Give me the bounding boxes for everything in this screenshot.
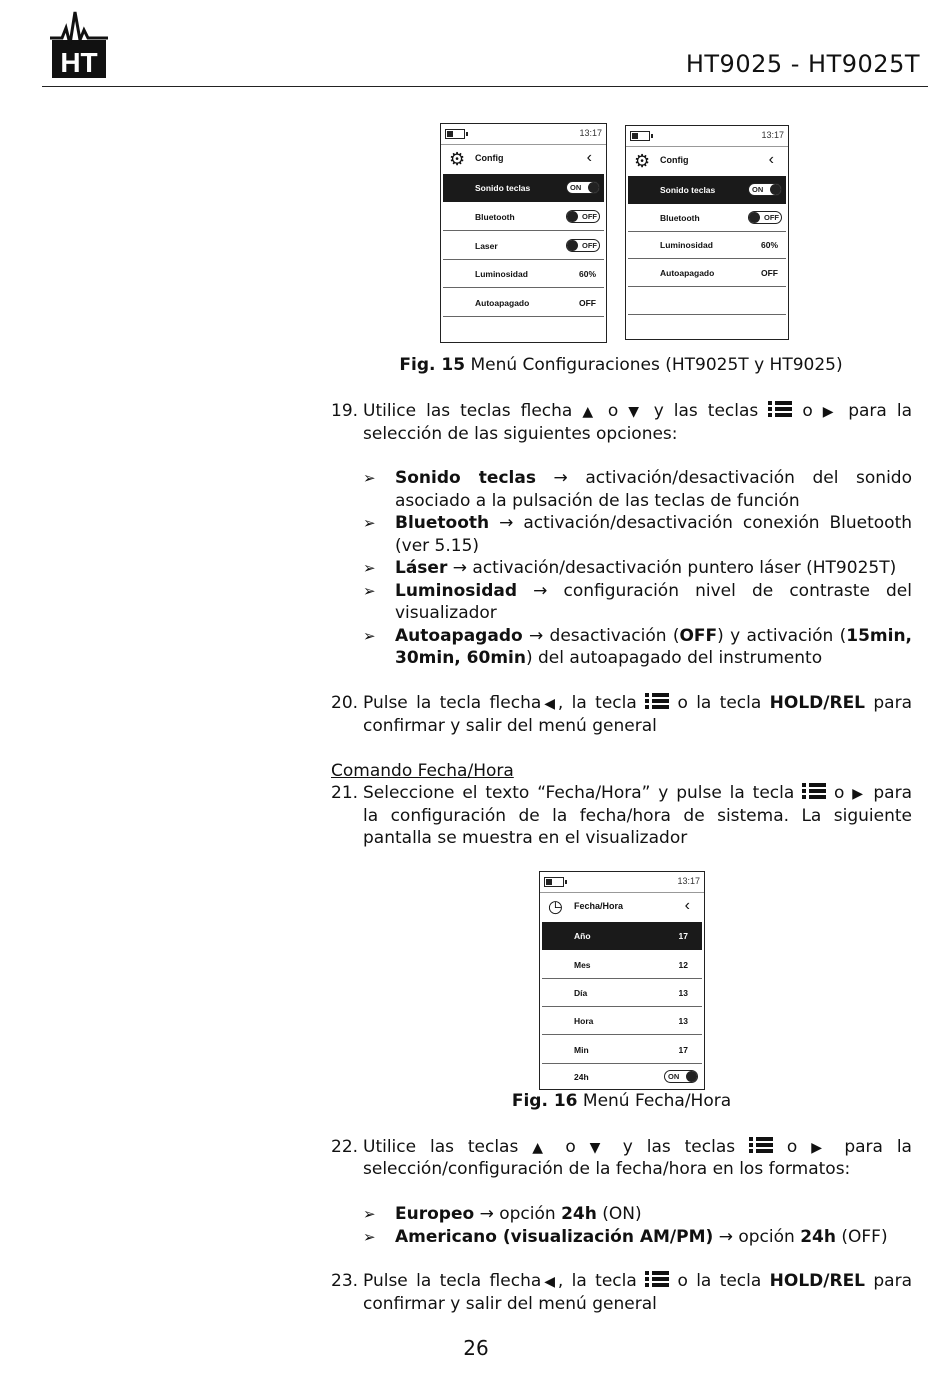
bullet-europeo [395, 1203, 642, 1226]
row-label: Año [574, 931, 591, 941]
toggle-switch [566, 210, 600, 223]
menu-row-hora [542, 1007, 702, 1035]
menu-row-mes [542, 951, 702, 979]
screen-header [626, 147, 788, 175]
bullet-sonido-teclas [395, 467, 912, 490]
arrow-right-icon: ▶ [811, 1140, 831, 1156]
chevron-left-icon: ‹ [586, 149, 592, 166]
row-label: Sonido teclas [660, 185, 716, 195]
text: o la tecla [677, 693, 762, 713]
step-19-line-2: selección de las siguientes opciones: [363, 424, 678, 444]
text: para [873, 693, 912, 713]
key-name: HOLD/REL [769, 1271, 866, 1291]
option-name: Bluetooth [395, 513, 490, 533]
row-value: OFF [579, 298, 596, 308]
battery-icon [544, 877, 564, 887]
text: (OFF) [841, 1227, 888, 1247]
bullet-continuation: (ver 5.15) [395, 536, 480, 556]
key-name: HOLD/REL [769, 693, 866, 713]
menu-list-icon [645, 692, 669, 710]
bullet-marker: ➢ [363, 582, 376, 600]
arrow-icon: → [718, 1227, 733, 1247]
text: y las teclas [622, 1137, 736, 1157]
text: para la [848, 401, 913, 421]
text: ) y activación ( [717, 626, 847, 646]
option-name: Láser [395, 558, 448, 578]
text: ) del autoapagado del instrumento [525, 648, 823, 668]
row-label: Hora [574, 1016, 594, 1026]
option-name: Europeo [395, 1204, 475, 1224]
row-label: Bluetooth [660, 213, 700, 223]
arrow-icon: → [528, 626, 544, 646]
text: o [786, 1137, 798, 1157]
text: o [834, 783, 845, 803]
menu-row-autoapagado [628, 259, 786, 287]
row-label: Mes [574, 960, 591, 970]
menu-row-autoapagado [443, 289, 604, 317]
document-model-title: HT9025 - HT9025T [685, 50, 920, 78]
text: Utilice las teclas [363, 1137, 519, 1157]
bullet-americano [395, 1226, 888, 1249]
status-bar [540, 872, 704, 893]
toggle-switch [566, 181, 600, 194]
step-23-line-1 [363, 1270, 912, 1294]
arrow-down-icon: ▼ [628, 404, 644, 420]
text: 24h [561, 1204, 597, 1224]
text: Seleccione el texto “Fecha/Hora” y pulse la tecla [363, 783, 795, 803]
text: , la tecla [557, 1271, 637, 1291]
clock: 13:17 [579, 128, 602, 138]
toggle-switch [748, 211, 782, 224]
row-label: Día [574, 988, 588, 998]
bullet-luminosidad [395, 580, 912, 603]
arrow-left-icon: ◀ [541, 1274, 558, 1290]
device-screen-config-ht9025t [440, 123, 607, 343]
caption-label: Fig. 16 [511, 1091, 578, 1111]
arrow-up-icon: ▲ [582, 404, 598, 420]
page-number: 26 [463, 1336, 489, 1360]
row-label: Laser [475, 241, 498, 251]
bullet-marker: ➢ [363, 1205, 376, 1223]
step-number: 22. [331, 1137, 359, 1157]
bullet-marker: ➢ [363, 1228, 376, 1246]
bullet-marker: ➢ [363, 559, 376, 577]
row-label: Autoapagado [475, 298, 530, 308]
row-label: Bluetooth [475, 212, 515, 222]
option-name: Sonido teclas [395, 468, 536, 488]
bullet-continuation: asociado a la pulsación de las teclas de función [395, 491, 800, 511]
menu-row-24h [542, 1063, 702, 1090]
text: (ON) [602, 1204, 642, 1224]
arrow-icon: → [499, 513, 514, 533]
menu-row-sonido-teclas [443, 174, 604, 202]
screen-title: Fecha/Hora [574, 901, 624, 911]
gear-icon: ⚙ [449, 149, 466, 169]
row-label: Luminosidad [475, 269, 528, 279]
arrow-icon: → [553, 468, 568, 488]
text: 24h [800, 1227, 836, 1247]
screen-title: Config [475, 153, 504, 163]
row-value: 17 [678, 931, 688, 941]
text: 30min, 60min [395, 648, 526, 668]
menu-list-icon [768, 400, 792, 418]
option-desc: activación/desactivación del sonido [585, 468, 912, 488]
toggle-switch [566, 239, 600, 252]
arrow-right-icon: ▶ [852, 786, 866, 802]
menu-row-luminosidad [443, 260, 604, 288]
row-label: Sonido teclas [475, 183, 531, 193]
menu-row-dia [542, 979, 702, 1007]
bullet-laser [395, 557, 896, 580]
menu-row-bluetooth [628, 204, 786, 232]
menu-list-icon [802, 782, 826, 800]
row-label: Autoapagado [660, 268, 715, 278]
toggle-state: OFF [582, 212, 597, 221]
step-19-line-1 [363, 400, 912, 424]
toggle-state: ON [668, 1072, 680, 1081]
row-value: 12 [678, 960, 688, 970]
arrow-down-icon: ▼ [589, 1140, 609, 1156]
toggle-state: ON [570, 183, 582, 192]
text: o [565, 1137, 576, 1157]
option-desc: activación/desactivación puntero láser (HT9025T) [472, 558, 897, 578]
arrow-left-icon: ◀ [541, 696, 558, 712]
arrow-icon: → [533, 581, 548, 601]
clock-icon: ◷ [548, 897, 563, 916]
menu-row-empty [628, 287, 786, 315]
arrow-right-icon: ▶ [822, 404, 839, 420]
text: o [607, 401, 619, 421]
step-number: 20. [331, 693, 359, 713]
screen-title: Config [660, 155, 689, 165]
bullet-continuation [395, 647, 822, 670]
step-21-line-1 [363, 782, 912, 806]
status-bar [626, 126, 788, 147]
bullet-marker: ➢ [363, 514, 376, 532]
text: OFF [679, 626, 718, 646]
row-label: 24h [574, 1072, 589, 1082]
option-name: Autoapagado [395, 626, 523, 646]
text: o la tecla [677, 1271, 762, 1291]
arrow-icon: → [479, 1204, 494, 1224]
bullet-bluetooth [395, 512, 912, 535]
step-20-line-1 [363, 692, 912, 716]
header-divider [42, 86, 928, 87]
text: , la tecla [557, 693, 637, 713]
caption-label: Fig. 15 [399, 355, 466, 375]
step-22-line-2: selección/configuración de la fecha/hora en los formatos: [363, 1159, 851, 1179]
row-label: Luminosidad [660, 240, 713, 250]
chevron-left-icon: ‹ [768, 151, 774, 168]
bullet-marker: ➢ [363, 469, 376, 487]
step-23-line-2: confirmar y salir del menú general [363, 1294, 657, 1314]
row-value: 60% [578, 269, 596, 279]
bullet-continuation: visualizador [395, 603, 497, 623]
text: para [873, 1271, 912, 1291]
chevron-left-icon: ‹ [684, 897, 690, 914]
clock: 13:17 [761, 130, 784, 140]
step-number: 23. [331, 1271, 359, 1291]
caption-text: Menú Configuraciones (HT9025T y HT9025) [470, 355, 843, 375]
step-number: 21. [331, 783, 359, 803]
arrow-icon: → [452, 558, 467, 578]
option-desc: activación/desactivación conexión Bluetooth [523, 513, 913, 533]
screen-header [441, 145, 606, 173]
menu-row-laser [443, 232, 604, 260]
text: Utilice las teclas flecha [363, 401, 573, 421]
text: para la [844, 1137, 912, 1157]
step-21-line-3: pantalla se muestra en el visualizador [363, 828, 688, 848]
battery-icon [445, 129, 465, 139]
toggle-state: OFF [582, 241, 597, 250]
row-label: Min [574, 1045, 589, 1055]
menu-row-luminosidad [628, 231, 786, 259]
screen-header [540, 893, 704, 921]
gear-icon: ⚙ [634, 151, 651, 171]
toggle-state: ON [752, 185, 764, 194]
device-screen-fecha-hora [539, 871, 705, 1090]
text: Pulse la tecla flecha [363, 1271, 542, 1291]
text: opción [499, 1204, 556, 1224]
row-value: 13 [678, 988, 688, 998]
step-22-line-1 [363, 1136, 912, 1160]
step-number: 19. [331, 401, 359, 421]
menu-row-sonido-teclas [628, 176, 786, 204]
section-title: Comando Fecha/Hora [331, 761, 514, 781]
text: 15min, [846, 626, 913, 646]
text: o [802, 401, 813, 421]
row-value: 60% [760, 240, 778, 250]
step-21-line-2: la configuración de la fecha/hora de sistema. La siguiente [363, 806, 912, 826]
row-value: 17 [678, 1045, 688, 1055]
option-name: Luminosidad [395, 581, 518, 601]
menu-row-ano [542, 922, 702, 950]
menu-row-min [542, 1036, 702, 1064]
row-value: 13 [678, 1016, 688, 1026]
device-screen-config-ht9025 [625, 125, 789, 340]
battery-icon [630, 131, 650, 141]
figure-caption-16 [0, 1091, 950, 1111]
option-desc: configuración nivel de contraste del [563, 581, 912, 601]
row-value: OFF [761, 268, 778, 278]
clock: 13:17 [677, 876, 700, 886]
bullet-marker: ➢ [363, 627, 376, 645]
svg-text:HT: HT [60, 47, 98, 78]
step-20-line-2: confirmar y salir del menú general [363, 716, 657, 736]
ht-logo [50, 10, 108, 80]
menu-list-icon [749, 1136, 773, 1154]
status-bar [441, 124, 606, 145]
text: opción [738, 1227, 795, 1247]
menu-row-bluetooth [443, 203, 604, 231]
toggle-state: OFF [764, 213, 779, 222]
text: para [873, 783, 912, 803]
text: y las teclas [653, 401, 759, 421]
arrow-up-icon: ▲ [532, 1140, 552, 1156]
toggle-switch [664, 1070, 698, 1083]
option-name: Americano (visualización AM/PM) [395, 1227, 714, 1247]
text: Pulse la tecla flecha [363, 693, 542, 713]
menu-list-icon [645, 1270, 669, 1288]
bullet-autoapagado [395, 625, 912, 648]
figure-caption-15 [0, 355, 950, 375]
caption-text: Menú Fecha/Hora [582, 1091, 732, 1111]
toggle-switch [748, 183, 782, 196]
text: desactivación ( [549, 626, 680, 646]
